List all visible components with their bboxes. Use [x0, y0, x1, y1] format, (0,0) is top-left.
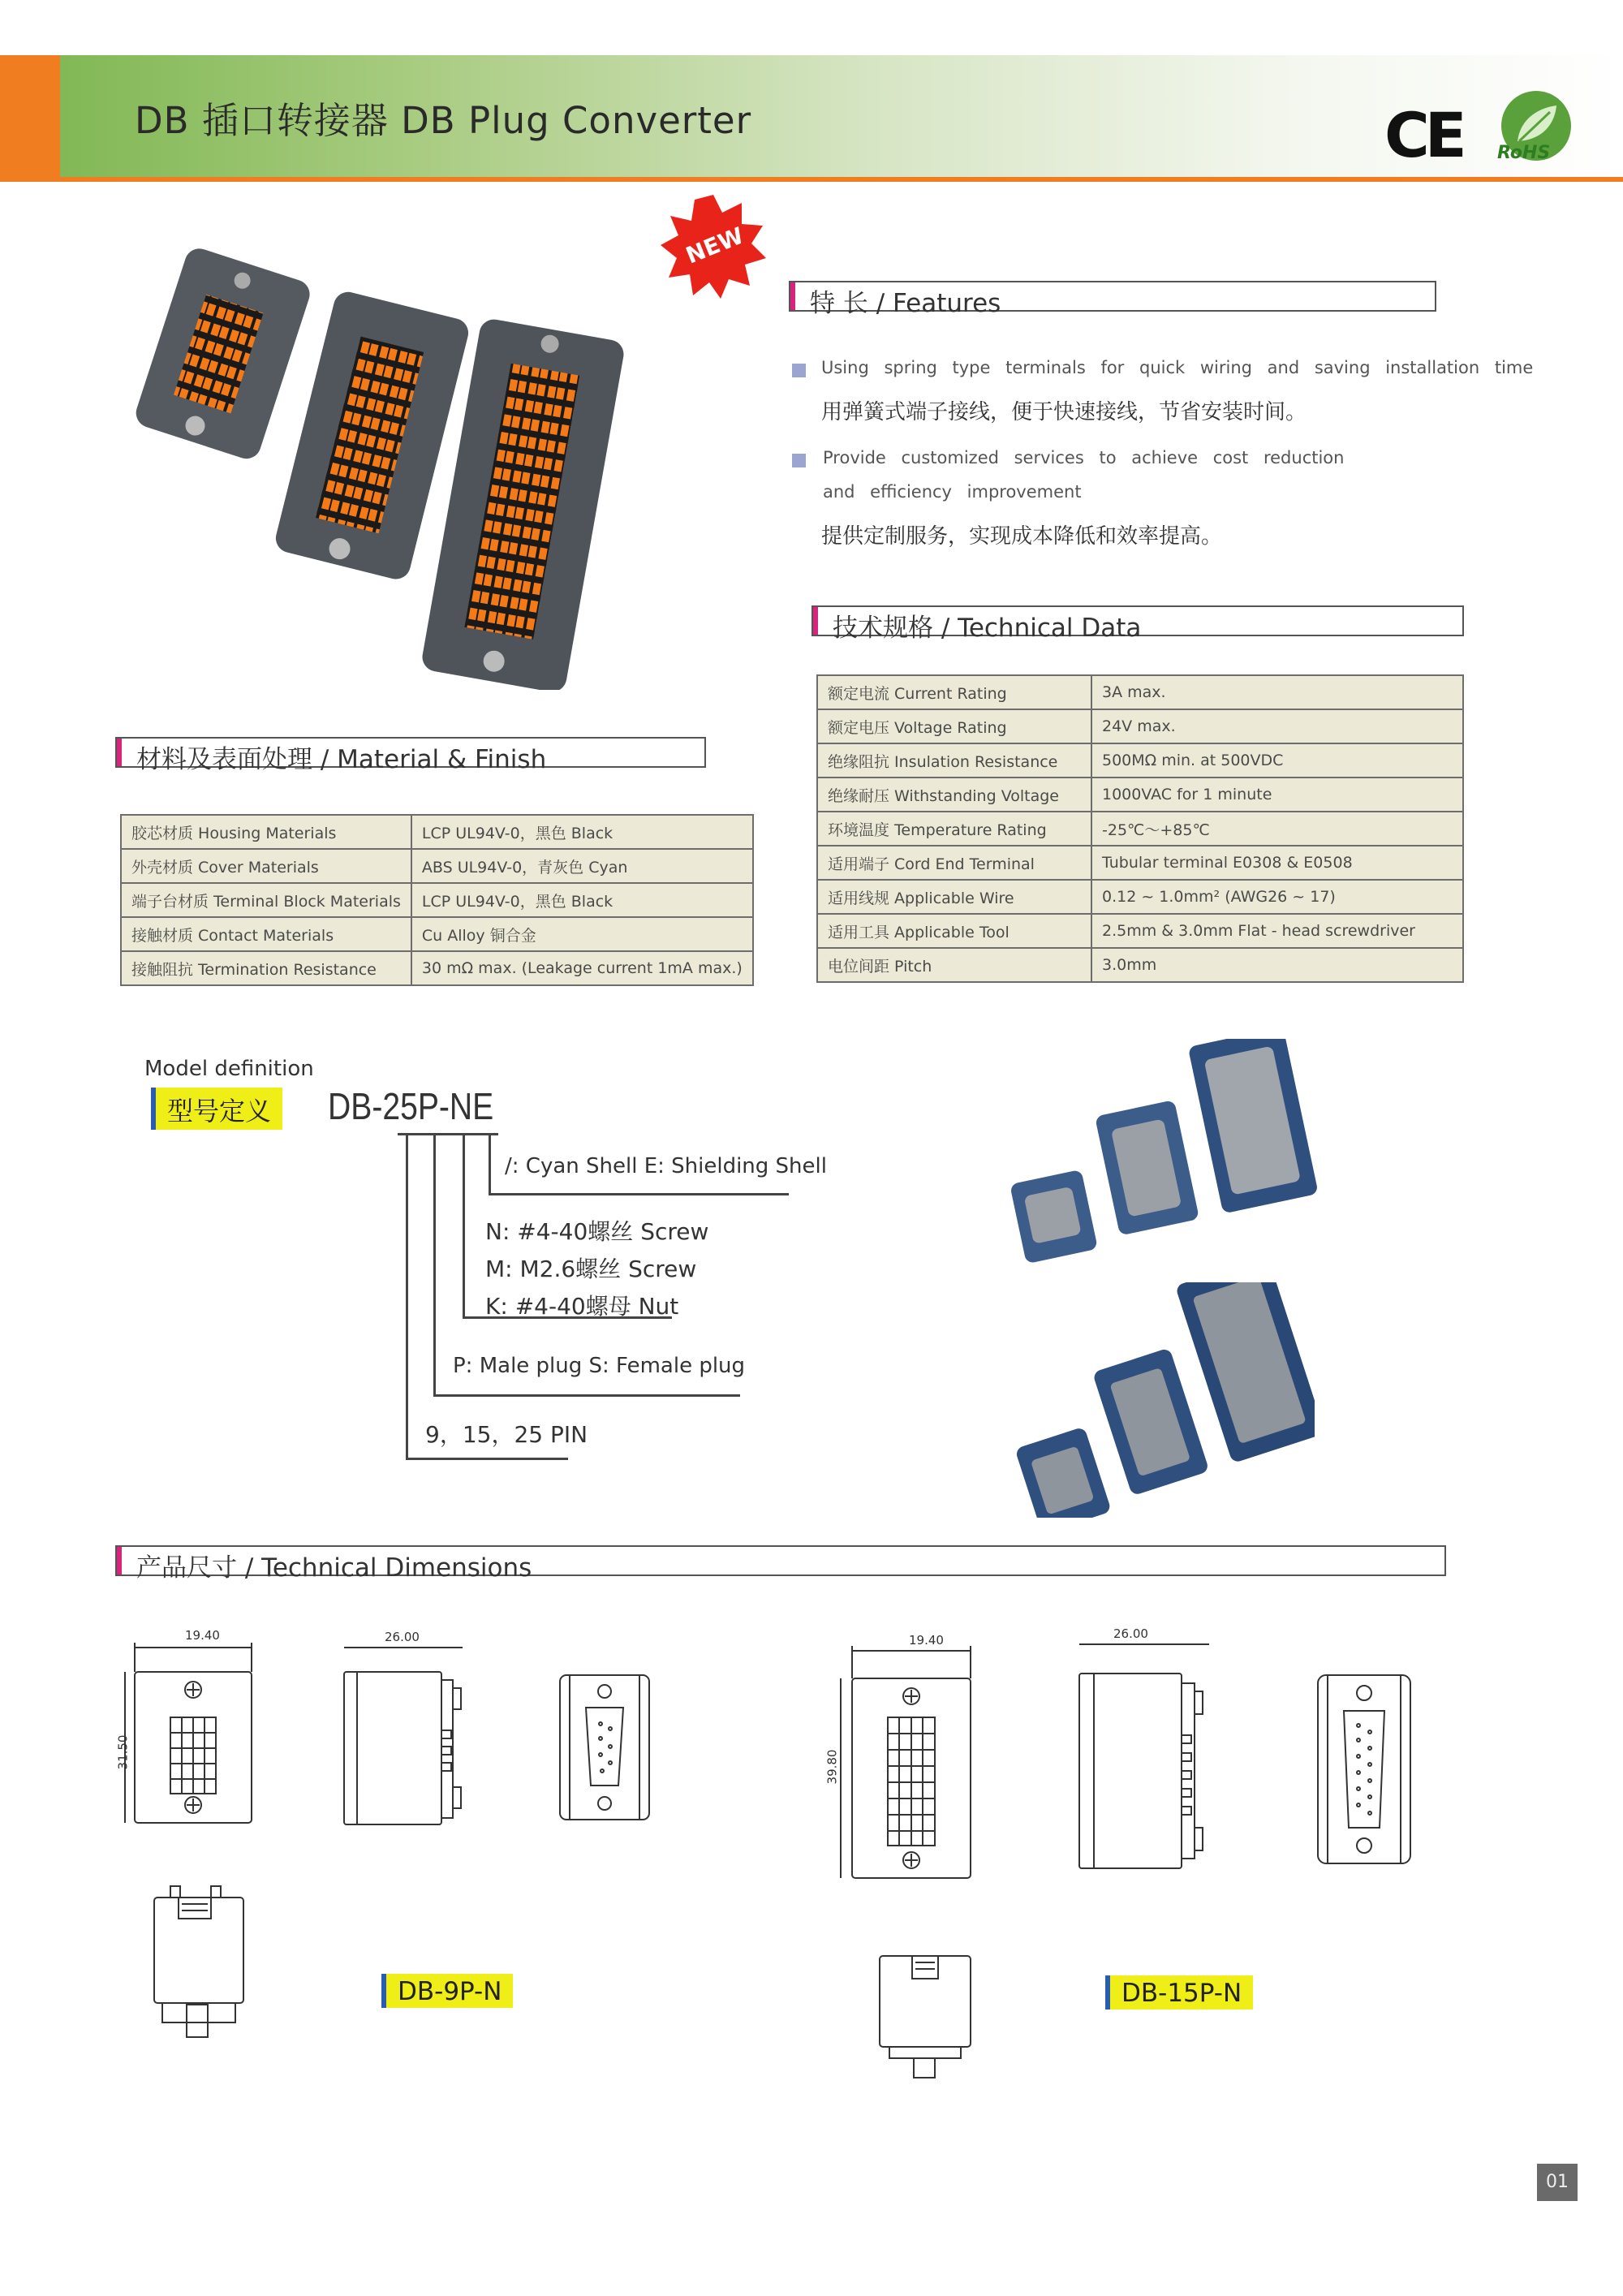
nut-k-option: K: #4-40螺母 Nut — [485, 1293, 679, 1320]
table-row — [817, 709, 1463, 743]
screw-m-option: M: M2.6螺丝 Screw — [485, 1256, 697, 1282]
dimensions-heading-text: 产品尺寸 / Technical Dimensions — [136, 1553, 532, 1583]
db15-rear-view — [1311, 1672, 1417, 1867]
new-badge-label: NEW — [682, 222, 747, 269]
model-definition-title: Model definition — [144, 1057, 314, 1081]
spec-value: 2.5mm & 3.0mm Flat - head screwdriver — [1091, 914, 1463, 948]
db15-bottom-view — [873, 1951, 979, 2081]
dimensions-heading — [115, 1545, 1446, 1583]
tree-line — [463, 1133, 465, 1316]
table-row — [817, 846, 1463, 880]
material-value: 30 mΩ max. (Leakage current 1mA max.) — [411, 951, 753, 985]
spec-value: 500MΩ min. at 500VDC — [1091, 743, 1463, 778]
tree-line — [433, 1394, 740, 1397]
db15-model-label: DB-15P-N — [1105, 1975, 1253, 2010]
spec-label: 额定电压 Voltage Rating — [817, 709, 1091, 743]
page-number: 01 — [1537, 2164, 1578, 2201]
tree-line — [433, 1133, 436, 1394]
features-heading-text: 特 长 / Features — [810, 289, 1001, 318]
table-row — [817, 914, 1463, 948]
db9-front-view — [122, 1639, 268, 1842]
table-row — [121, 951, 753, 985]
material-value: LCP UL94V-0，黑色 Black — [411, 883, 753, 917]
db15-side-view — [1071, 1638, 1217, 1873]
material-label: 胶芯材质 Housing Materials — [121, 815, 411, 849]
table-row — [817, 812, 1463, 846]
db9-bottom-view — [146, 1883, 252, 2045]
table-row — [817, 880, 1463, 914]
db9-rear-view — [552, 1672, 657, 1823]
bullet-icon — [792, 364, 806, 377]
tree-line — [406, 1133, 408, 1458]
db9-height-dim: 31.50 — [115, 1734, 131, 1770]
heading-accent-bar — [117, 739, 122, 766]
heading-accent-bar — [813, 607, 818, 635]
db15-height-dim: 39.80 — [824, 1749, 840, 1785]
pin-options: 9，15，25 PIN — [425, 1421, 588, 1448]
material-label: 接触材质 Contact Materials — [121, 917, 411, 951]
heading-accent-bar — [790, 282, 795, 310]
db9-width-dim: 19.40 — [185, 1628, 220, 1643]
technical-data-table — [816, 674, 1464, 983]
db9-length-dim: 26.00 — [385, 1630, 420, 1644]
page-title: DB 插口转接器 DB Plug Converter — [135, 99, 752, 142]
material-label: 接触阻抗 Termination Resistance — [121, 951, 411, 985]
header-accent — [0, 55, 60, 182]
ce-mark-icon: CE — [1384, 99, 1462, 171]
spec-value: 0.12 ~ 1.0mm² (AWG26 ~ 17) — [1091, 880, 1463, 914]
db15-length-dim: 26.00 — [1113, 1626, 1148, 1641]
tree-line — [489, 1193, 789, 1195]
material-value: Cu Alloy 铜合金 — [411, 917, 753, 951]
table-row — [817, 948, 1463, 982]
spec-value: 1000VAC for 1 minute — [1091, 778, 1463, 812]
spec-label: 适用端子 Cord End Terminal — [817, 846, 1091, 880]
heading-accent-bar — [117, 1547, 122, 1574]
feature-2-cn: 提供定制服务，实现成本降低和效率提高。 — [821, 524, 1223, 549]
spec-value: -25℃～+85℃ — [1091, 812, 1463, 846]
spec-value: Tubular terminal E0308 & E0508 — [1091, 846, 1463, 880]
technical-data-heading-text: 技术规格 / Technical Data — [833, 614, 1142, 643]
table-row — [817, 743, 1463, 778]
material-value: ABS UL94V-0，青灰色 Cyan — [411, 849, 753, 883]
table-row — [121, 849, 753, 883]
feature-2-en-cont: and efficiency improvement — [823, 482, 1082, 502]
technical-data-heading — [812, 605, 1464, 643]
spec-value: 3A max. — [1091, 675, 1463, 709]
shell-options: /: Cyan Shell E: Shielding Shell — [505, 1154, 827, 1178]
header-rule — [60, 177, 1623, 182]
spec-label: 绝缘耐压 Withstanding Voltage — [817, 778, 1091, 812]
table-row — [121, 815, 753, 849]
spec-label: 适用线规 Applicable Wire — [817, 880, 1091, 914]
screw-n-option: N: #4-40螺丝 Screw — [485, 1218, 709, 1245]
table-row — [121, 917, 753, 951]
db9-model-label: DB-9P-N — [381, 1974, 513, 2008]
material-value: LCP UL94V-0，黑色 Black — [411, 815, 753, 849]
feature-1-en: Using spring type terminals for quick wiring and saving installation time — [821, 358, 1534, 377]
plug-options: P: Male plug S: Female plug — [453, 1354, 746, 1378]
new-badge — [661, 195, 766, 300]
feature-2-en: Provide customized services to achieve cost reduction — [823, 448, 1345, 467]
features-heading — [789, 281, 1436, 318]
spec-label: 电位间距 Pitch — [817, 948, 1091, 982]
bullet-icon — [792, 454, 806, 467]
tree-line — [489, 1133, 491, 1193]
db15-width-dim: 19.40 — [909, 1633, 944, 1648]
table-row — [121, 883, 753, 917]
table-row — [817, 778, 1463, 812]
material-heading — [115, 737, 706, 774]
material-label: 端子台材质 Terminal Block Materials — [121, 883, 411, 917]
product-photo — [122, 235, 690, 690]
spec-value: 24V max. — [1091, 709, 1463, 743]
table-row — [817, 675, 1463, 709]
spec-label: 绝缘阻抗 Insulation Resistance — [817, 743, 1091, 778]
model-code: DB-25P-NE — [328, 1085, 494, 1127]
material-heading-text: 材料及表面处理 / Material & Finish — [136, 745, 547, 774]
model-definition-tag: 型号定义 — [151, 1088, 282, 1130]
rohs-label: RoHS — [1497, 143, 1551, 163]
db9-side-view — [333, 1641, 471, 1828]
female-connector-photo — [998, 1039, 1323, 1266]
spec-value: 3.0mm — [1091, 948, 1463, 982]
tree-line — [406, 1458, 568, 1460]
feature-1-cn: 用弹簧式端子接线，便于快速接线，节省安装时间。 — [821, 400, 1307, 424]
material-label: 外壳材质 Cover Materials — [121, 849, 411, 883]
material-table — [120, 814, 754, 986]
spec-label: 环境温度 Temperature Rating — [817, 812, 1091, 846]
spec-label: 额定电流 Current Rating — [817, 675, 1091, 709]
male-connector-photo — [990, 1282, 1315, 1518]
spec-label: 适用工具 Applicable Tool — [817, 914, 1091, 948]
db15-front-view — [836, 1643, 990, 1891]
tree-line — [398, 1133, 498, 1135]
